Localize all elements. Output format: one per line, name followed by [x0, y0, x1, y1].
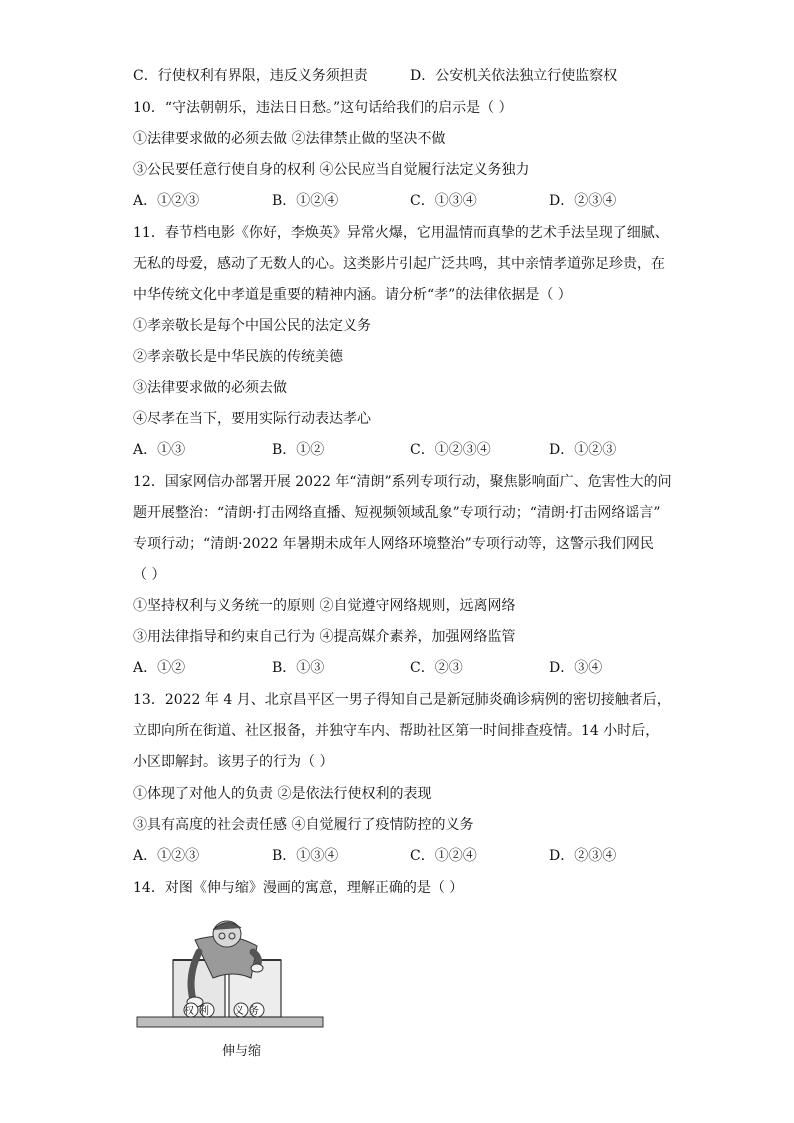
q13-stem-line-3: 小区即解封。该男子的行为（ ） — [133, 754, 334, 770]
q11-stem-line-3: 中华传统文化中孝道是重要的精神内涵。请分析“孝”的法律依据是（ ） — [133, 287, 572, 303]
q13-option-c: C．①②④ — [410, 848, 477, 864]
q11-statement-2: ②孝亲敬长是中华民族的传统美德 — [133, 349, 343, 365]
q12-option-b: B．①③ — [272, 660, 325, 676]
q13-stem-line-2: 立即向所在街道、社区报备，并独守车内、帮助社区第一时间排查疫情。14 小时后， — [133, 723, 660, 739]
cartoon-illustration — [133, 918, 325, 1038]
q10-statements-1: ①法律要求做的必须去做 ②法律禁止做的坚决不做 — [133, 131, 446, 147]
q13-option-b: B．①③④ — [272, 848, 339, 864]
figure-caption: 伸与缩 — [222, 1044, 262, 1059]
q10-statements-2: ③公民要任意行使自身的权利 ④公民应当自觉履行法定义务独力 — [133, 162, 530, 178]
q13-statements-2: ③具有高度的社会责任感 ④自觉履行了疫情防控的义务 — [133, 817, 474, 833]
q13-option-d: D．②③④ — [549, 848, 617, 864]
q13-stem-line-1: 13．2022 年 4 月、北京昌平区一男子得知自己是新冠肺炎确诊病例的密切接触者后， — [133, 692, 671, 708]
q13-option-a: A．①②③ — [133, 848, 200, 864]
q12-option-d: D．③④ — [549, 660, 603, 676]
q11-option-a: A．①③ — [133, 442, 186, 458]
q12-option-c: C．②③ — [410, 660, 463, 676]
q13-statements-1: ①体现了对他人的负责 ②是依法行使权利的表现 — [133, 786, 432, 802]
q11-option-b: B．①② — [272, 442, 325, 458]
q11-statement-1: ①孝亲敬长是每个中国公民的法定义务 — [133, 318, 371, 334]
q12-option-a: A．①② — [133, 660, 186, 676]
q10-option-b: B．①②④ — [272, 193, 339, 209]
q11-stem-line-2: 无私的母爱，感动了无数人的心。这类影片引起广泛共鸣，其中亲情孝道弥足珍贵，在 — [133, 256, 665, 272]
q12-stem-line-4: （ ） — [133, 567, 166, 583]
q11-option-d: D．①②③ — [549, 442, 617, 458]
q12-statements-1: ①坚持权利与义务统一的原则 ②自觉遵守网络规则，远离网络 — [133, 598, 516, 614]
q10-stem: 10．“守法朝朝乐，违法日日愁。”这句话给我们的启示是（ ） — [133, 100, 513, 116]
q9-option-d: D．公安机关依法独立行使监察权 — [410, 68, 618, 84]
q11-statement-4: ④尽孝在当下，要用实际行动表达孝心 — [133, 411, 371, 427]
q10-option-a: A．①②③ — [133, 193, 200, 209]
q12-stem-line-1: 12．国家网信办部署开展 2022 年“清朗”系列专项行动，聚焦影响面广、危害性大的问 — [133, 474, 672, 490]
q12-stem-line-3: 专项行动；“清朗·2022 年暑期未成年人网络环境整治”专项行动等，这警示我们网民 — [133, 536, 654, 552]
q10-option-d: D．②③④ — [549, 193, 617, 209]
q9-option-c: C．行使权利有界限，违反义务须担责 — [133, 68, 368, 84]
q11-stem-line-1: 11．春节档电影《你好，李焕英》异常火爆，它用温情而真挚的艺术手法呈现了细腻、 — [133, 225, 669, 241]
q14-stem: 14．对图《伸与缩》漫画的寓意，理解正确的是（ ） — [133, 880, 464, 896]
q12-stem-line-2: 题开展整治：“清朗·打击网络直播、短视频领域乱象”专项行动；“清朗·打击网络谣言” — [133, 505, 661, 521]
box-label-duties: 义务 — [234, 1006, 264, 1017]
q10-option-c: C．①③④ — [410, 193, 477, 209]
box-label-rights: 权利 — [184, 1006, 214, 1017]
cartoon-stretch-and-shrink — [133, 918, 325, 1060]
q12-statements-2: ③用法律指导和约束自己行为 ④提高媒介素养，加强网络监管 — [133, 629, 516, 645]
q11-option-c: C．①②③④ — [410, 442, 491, 458]
q11-statement-3: ③法律要求做的必须去做 — [133, 380, 287, 396]
